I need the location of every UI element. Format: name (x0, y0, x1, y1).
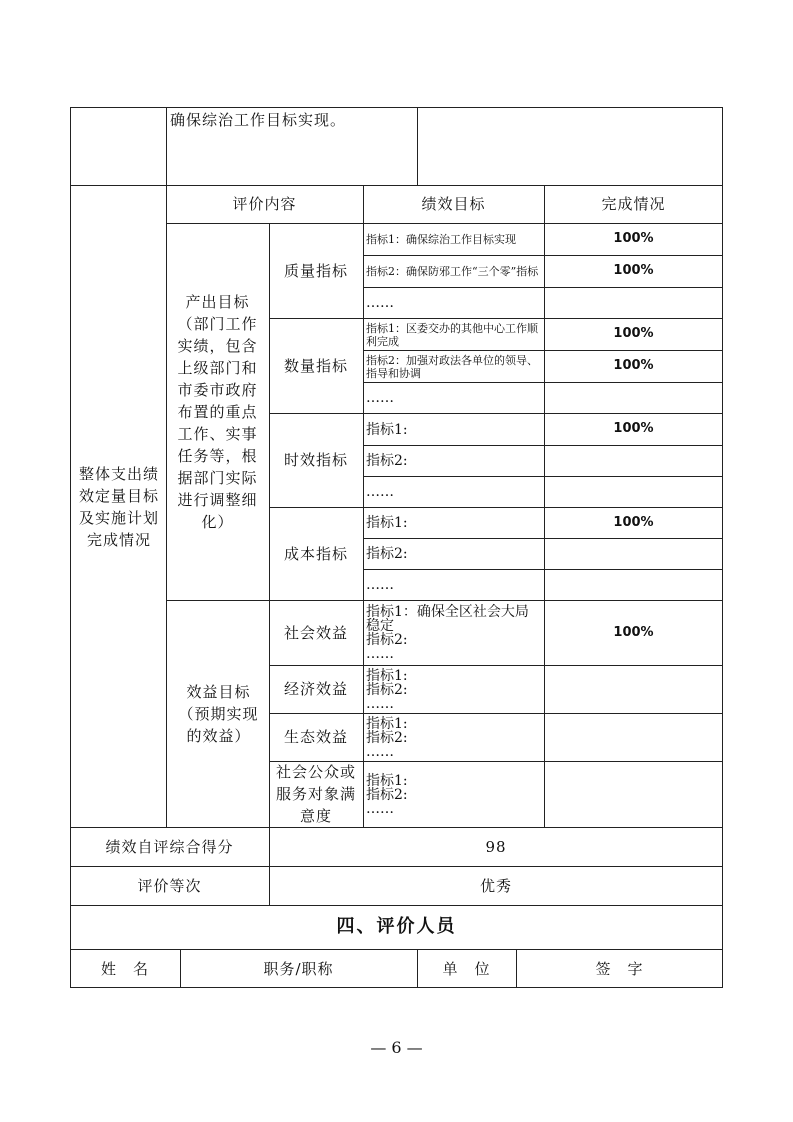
economic-benefit-indicators (366, 666, 542, 713)
social-line-3: …… (366, 646, 394, 662)
evaluator-col-name: 姓 名 (100, 959, 149, 978)
quality-item-2: 指标2：确保防邪工作“三个零”指标 (366, 265, 539, 278)
social-benefit-indicators (366, 601, 542, 665)
time-indicator-label: 时效指标 (283, 451, 348, 469)
quantity-status-1: 100% (613, 326, 654, 341)
time-status-1: 100% (613, 421, 654, 436)
header-content: 评价内容 (232, 195, 297, 213)
evaluator-col-unit: 单 位 (442, 959, 491, 978)
grade-value: 优秀 (479, 876, 512, 895)
evaluator-col-signature: 签 字 (595, 959, 644, 978)
score-label: 绩效自评综合得分 (105, 837, 234, 856)
economic-line-2: 指标2: (366, 681, 408, 698)
quantity-status-2: 100% (613, 358, 654, 373)
satisfaction-line-1: 指标1: (366, 772, 408, 789)
table-rule (417, 107, 418, 185)
quality-indicator-label: 质量指标 (283, 261, 348, 280)
quality-item-3: …… (366, 295, 394, 311)
ecological-benefit-indicators (366, 714, 542, 761)
social-benefit-label: 社会效益 (283, 623, 348, 642)
cost-indicator-label: 成本指标 (283, 544, 348, 563)
cost-status-1: 100% (613, 514, 654, 530)
ecological-line-1: 指标1: (366, 715, 408, 732)
social-line-2: 指标2: (366, 632, 408, 648)
ecological-line-3: …… (366, 743, 394, 760)
header-status: 完成情况 (601, 195, 666, 213)
social-benefit-status: 100% (613, 624, 654, 640)
economic-line-1: 指标1: (366, 667, 408, 684)
section-label: 整体支出绩效定量目标及实施计划完成情况 (78, 464, 159, 549)
time-item-3: …… (366, 484, 394, 500)
quality-item-1: 指标1：确保综治工作目标实现 (366, 233, 516, 246)
economic-line-3: …… (366, 695, 394, 712)
output-target-label: 产出目标（部门工作实绩，包含上级部门和市委市政府布置的重点工作、实事任务等，根据部门实际进行调整细化） (177, 293, 258, 531)
benefit-target-label: 效益目标（预期实现的效益） (178, 683, 259, 745)
ecological-benefit-label: 生态效益 (283, 728, 348, 746)
quantity-item-1: 指标1：区委交办的其他中心工作顺利完成 (366, 321, 538, 348)
satisfaction-indicators (366, 762, 542, 827)
evaluator-col-title: 职务/职称 (263, 959, 334, 978)
social-line-1: 指标1：确保全区社会大局稳定 (366, 604, 529, 634)
time-item-1: 指标1: (366, 421, 408, 438)
cost-item-3: …… (366, 577, 394, 593)
page-number: — 6 — (370, 1038, 423, 1057)
cost-item-1: 指标1: (366, 515, 408, 531)
evaluators-title: 四、评价人员 (336, 916, 457, 937)
table-rule (363, 185, 364, 827)
quantity-item-3: …… (366, 390, 394, 406)
quality-status-1: 100% (613, 231, 654, 246)
time-item-2: 指标2: (366, 453, 408, 469)
quantity-item-2: 指标2：加强对政法各单位的领导、指导和协调 (366, 353, 538, 380)
quality-status-2: 100% (613, 263, 654, 278)
satisfaction-label: 社会公众或服务对象满意度 (275, 763, 356, 825)
grade-label: 评价等次 (137, 876, 202, 895)
header-target: 绩效目标 (421, 195, 486, 213)
score-value: 98 (485, 837, 507, 856)
top-row-text: 确保综治工作目标实现。 (170, 111, 347, 129)
economic-benefit-label: 经济效益 (283, 680, 348, 698)
quantity-indicator-label: 数量指标 (283, 356, 348, 375)
satisfaction-line-3: …… (366, 800, 394, 817)
ecological-line-2: 指标2: (366, 729, 408, 746)
satisfaction-line-2: 指标2: (366, 786, 408, 803)
cost-item-2: 指标2: (366, 546, 408, 562)
